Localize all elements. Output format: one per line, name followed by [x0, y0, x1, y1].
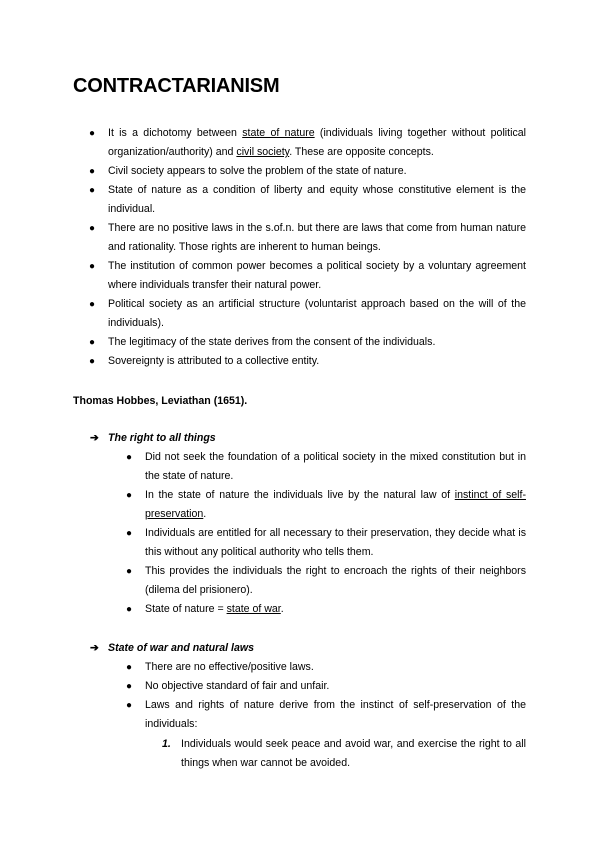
- list-item: ● Laws and rights of nature derive from the instinct of self-preservation of the individuals:: [145, 696, 526, 734]
- bullet-icon: ●: [126, 604, 133, 615]
- bullet-icon: ●: [89, 166, 96, 177]
- page-title: CONTRACTARIANISM: [73, 75, 280, 97]
- intro-list: [89, 124, 526, 371]
- section-heading-right-to-all-things: ➔ The right to all things: [90, 429, 520, 448]
- bullet-icon: ●: [126, 490, 133, 501]
- section2-numbered-list: [162, 735, 526, 773]
- bullet-icon: ●: [89, 299, 96, 310]
- bullet-icon: ●: [126, 452, 133, 463]
- bullet-icon: ●: [89, 128, 96, 139]
- bullet-icon: ●: [89, 337, 96, 348]
- bullet-icon: ●: [126, 662, 133, 673]
- list-item: ● This provides the individuals the right to encroach the rights of their neighbors (dilema del prisionero).: [145, 562, 526, 600]
- underlined-term: civil society: [236, 146, 290, 158]
- underlined-term: state of war: [226, 603, 281, 615]
- list-item: ● Did not seek the foundation of a political society in the mixed constitution but in the state of nature.: [145, 448, 526, 486]
- list-item: ● State of nature as a condition of liberty and equity whose constitutive element is the individual.: [108, 181, 526, 219]
- list-item: ● Political society as an artificial structure (voluntarist approach based on the will of the individuals).: [108, 295, 526, 333]
- bullet-icon: ●: [126, 528, 133, 539]
- list-item: ● There are no effective/positive laws.: [145, 658, 526, 677]
- section2-list: [126, 658, 526, 734]
- bullet-icon: ●: [126, 681, 133, 692]
- list-item: ● State of nature = state of war.: [145, 600, 526, 619]
- underlined-term: instinct of self-preservation: [145, 489, 526, 520]
- list-item: ● No objective standard of fair and unfair.: [145, 677, 526, 696]
- list-item: ● Sovereignty is attributed to a collective entity.: [108, 352, 526, 371]
- list-item: ● The institution of common power becomes a political society by a voluntary agreement where individuals transfer their natural power.: [108, 257, 526, 295]
- underlined-term: state of nature: [242, 127, 315, 139]
- list-item: ● Civil society appears to solve the problem of the state of nature.: [108, 162, 526, 181]
- arrow-right-icon: ➔: [90, 642, 99, 654]
- numbered-item: 1. Individuals would seek peace and avoid war, and exercise the right to all things when war cannot be avoided.: [181, 735, 526, 773]
- arrow-right-icon: ➔: [90, 432, 99, 444]
- author-heading: Thomas Hobbes, Leviathan (1651).: [73, 395, 248, 407]
- list-item: ● The legitimacy of the state derives from the consent of the individuals.: [108, 333, 526, 352]
- bullet-icon: ●: [89, 356, 96, 367]
- section1-list: [126, 448, 526, 619]
- bullet-icon: ●: [126, 700, 133, 711]
- list-item: ● In the state of nature the individuals live by the natural law of instinct of self-preservation.: [145, 486, 526, 524]
- list-item: ● There are no positive laws in the s.of.n. but there are laws that come from human nature and rationality. Those rights are inherent to human beings.: [108, 219, 526, 257]
- item-number: 1.: [162, 738, 171, 750]
- list-item: ● It is a dichotomy between state of nature (individuals living together without political organization/authority) and civil society. These are opposite concepts.: [108, 124, 526, 162]
- list-item: ● Individuals are entitled for all necessary to their preservation, they decide what is this without any political authority who tells them.: [145, 524, 526, 562]
- bullet-icon: ●: [126, 566, 133, 577]
- bullet-icon: ●: [89, 261, 96, 272]
- bullet-icon: ●: [89, 223, 96, 234]
- bullet-icon: ●: [89, 185, 96, 196]
- section-heading-state-of-war: ➔ State of war and natural laws: [90, 639, 520, 658]
